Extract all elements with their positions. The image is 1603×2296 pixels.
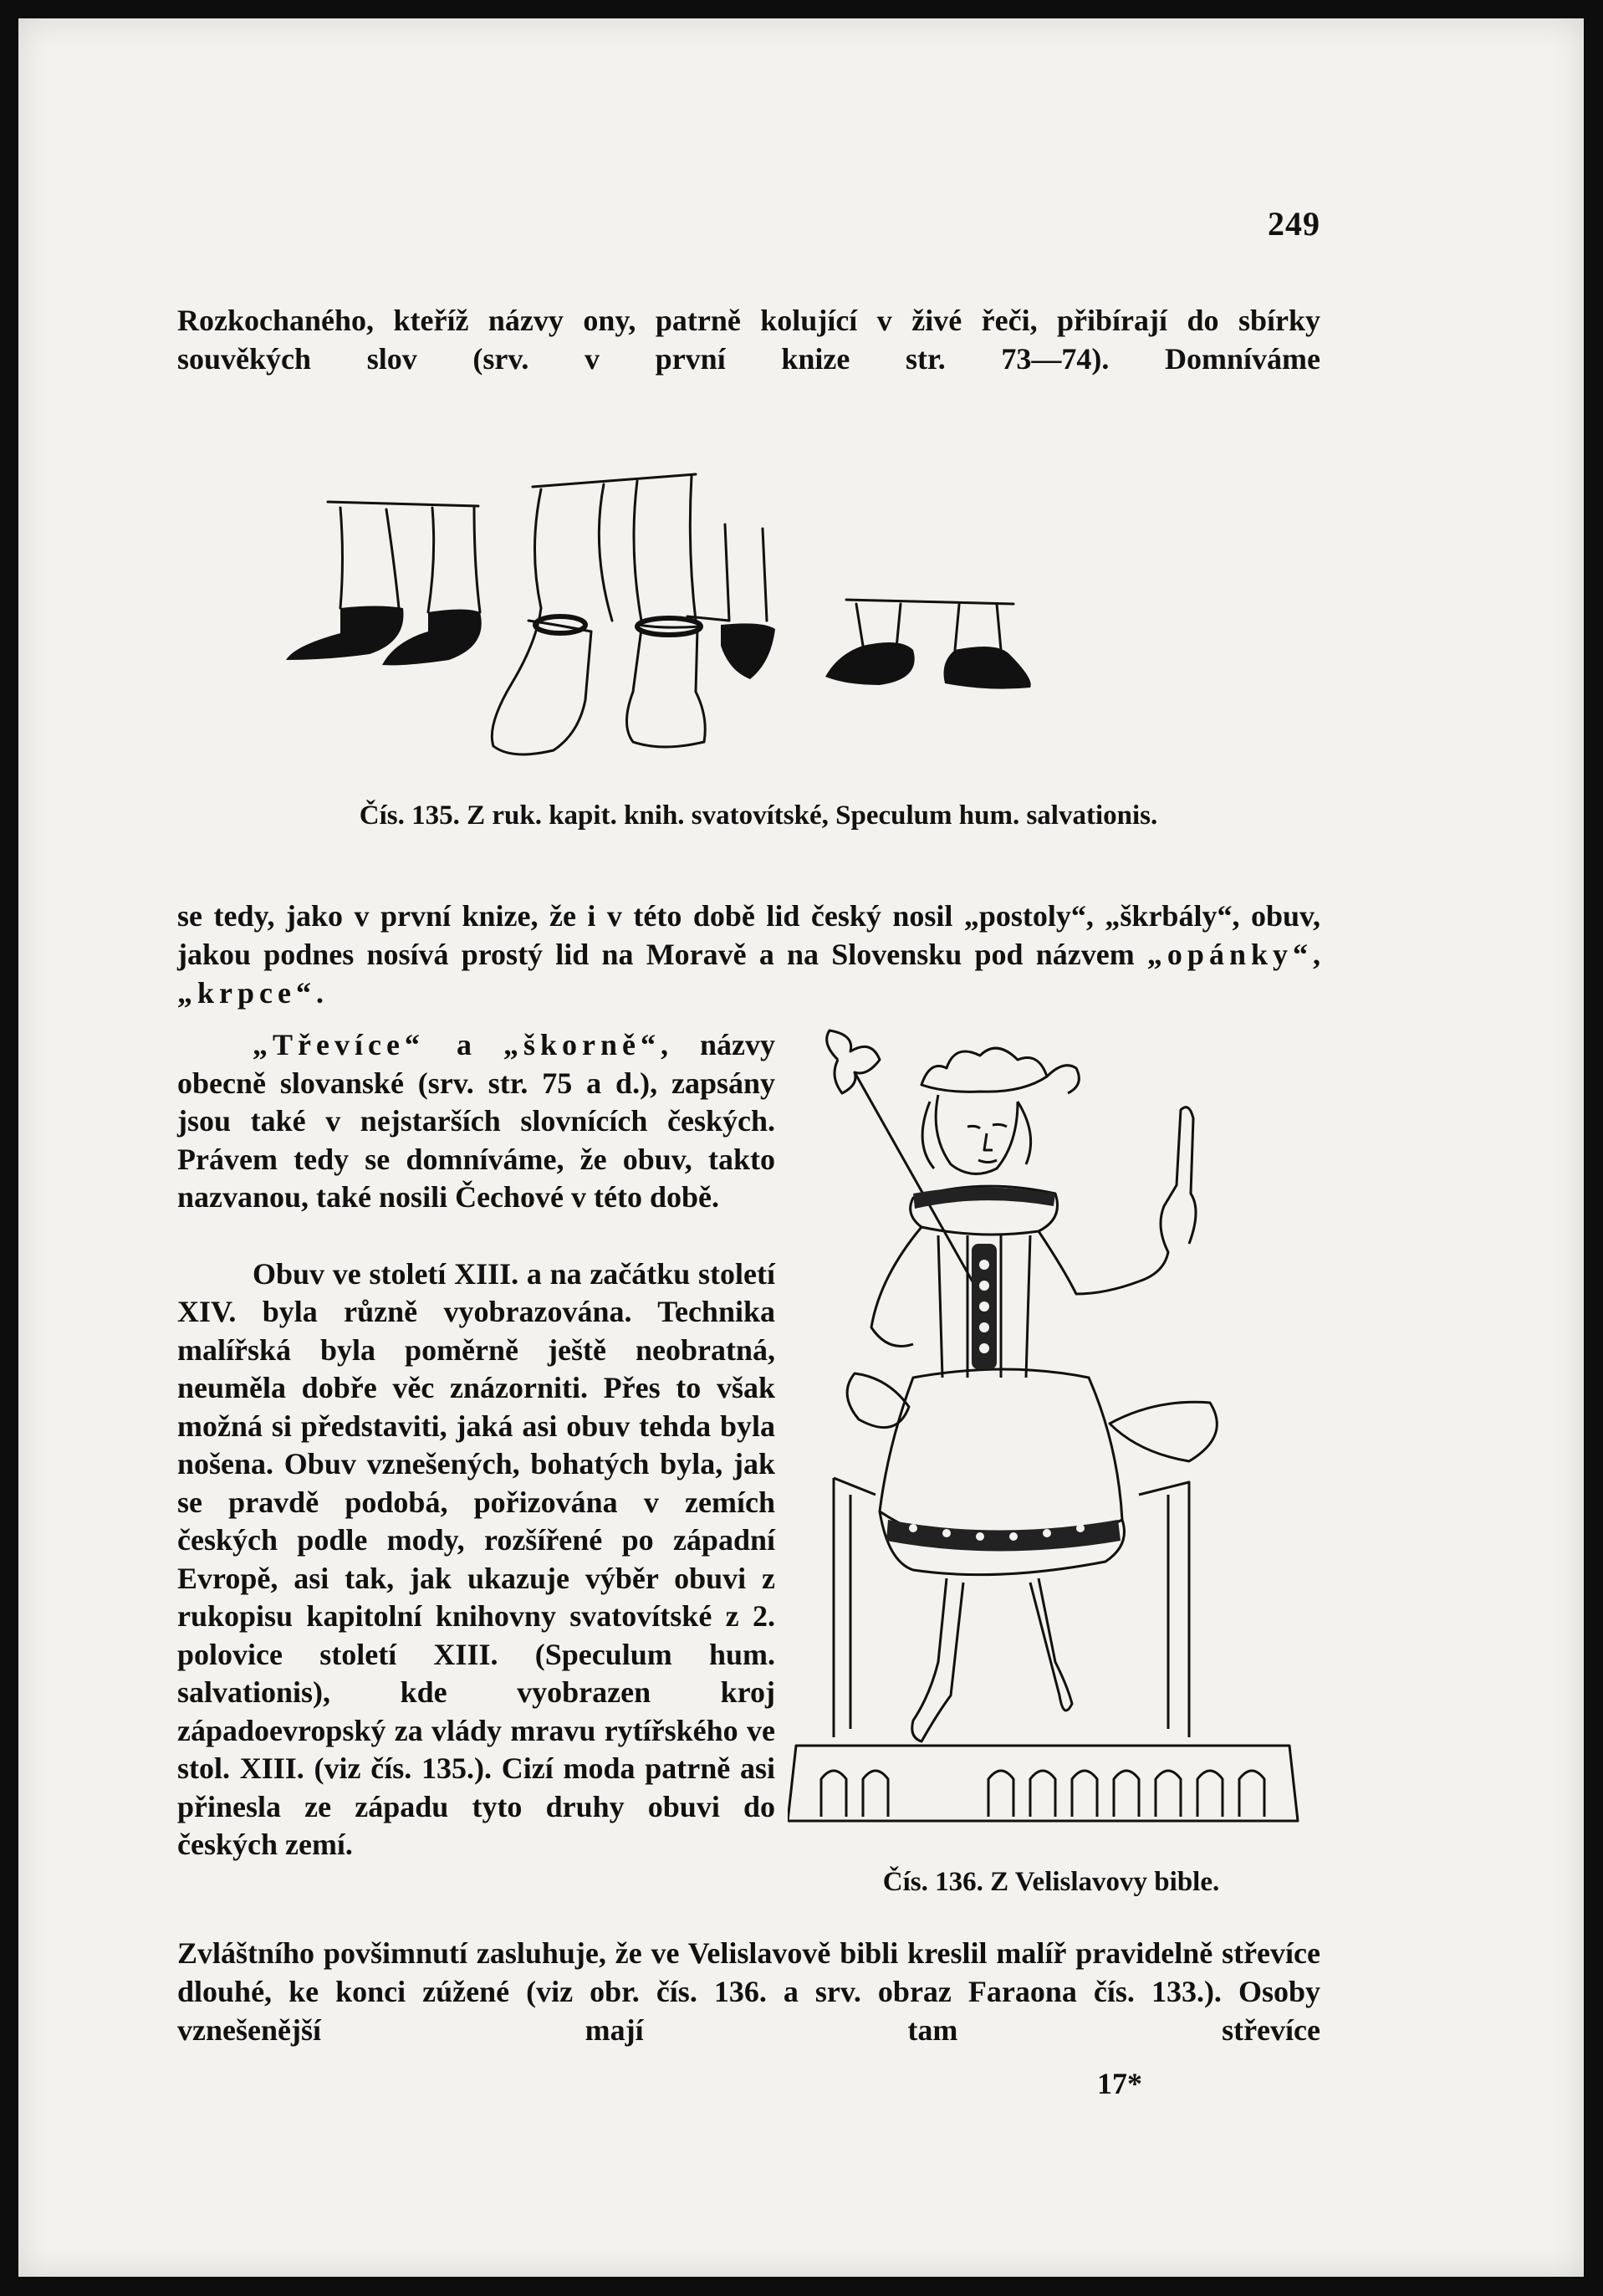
paragraph-middle-end: .: [315, 976, 324, 1010]
paragraph-obuv: Obuv ve století XIII. a na začátku století XIV. byla různě vyobrazována. Technika malířská byla poměrně ještě neobratná, neuměla dobře věc znázorniti. Přes to však možná si představiti, jaká asi obuv tehda byla nošena. Obuv vznešených, bohatých byla, jak se pravdě podobá, pořizována v zemích českých podle mody, rozšířené po západní Evropě, asi tak, jak ukazuje výběr obuvi z rukopisu kapitolní knihovny svatovítské z 2. polovice století XIII. (Speculum hum. salvationis), kde vyobrazen kroj západoevropský za vlády mravu rytířského ve stol. XIII. (viz čís. 135.). Cizí moda patrně asi přinesla ze západu tyto druhy obuvi do českých zemí.: [177, 1256, 775, 1861]
paragraph-trevice-text: , názvy obecně slovanské (srv. str. 75 a d.), zapsány jsou také v nejstarších slovnících českých. Právem tedy se domníváme, že obuv, takto nazvanou, také nosili Čechové v této době.: [177, 1028, 775, 1214]
figure-136-king-illustration: [788, 1026, 1306, 1863]
figure-135-caption: Čís. 135. Z ruk. kapit. knih. svatovítské, Speculum hum. salvationis.: [359, 800, 1158, 831]
paragraph-gap: [177, 1217, 775, 1255]
paragraph-top: Rozkochaného, kteříž názvy ony, patrně kolující v živé řeči, přibírají do sbírky souvěkých slov (srv. v první knize str. 73—74). Domníváme: [177, 304, 1320, 376]
book-page: [18, 18, 1584, 2277]
separator: ,: [1313, 938, 1320, 971]
conjunction: a: [424, 1028, 503, 1061]
paragraph-trevice: [177, 1026, 775, 1217]
figure-135-shoes-illustration: [261, 441, 1264, 792]
term-trevice: „Třevíce“: [253, 1028, 425, 1061]
paragraph-middle: [177, 897, 1320, 1012]
figure-136-caption: Čís. 136. Z Velislavovy bible.: [882, 1867, 1220, 1897]
paragraph-bottom: Zvláštního povšimnutí zasluhuje, že ve Velislavově bibli kreslil malíř pravidelně střevíce dlouhé, ke konci zúžené (viz obr. čís. 136. a srv. obraz Faraona čís. 133.). Osoby vznešenější mají tam střevíce: [177, 1936, 1320, 2047]
term-skorne: „škorně“: [503, 1028, 661, 1061]
text-column-left: [177, 1026, 775, 1864]
term-opanky: „opánky“: [1146, 938, 1313, 971]
page-number: 249: [1268, 205, 1320, 243]
signature-mark: 17*: [1097, 2067, 1142, 2100]
paragraph-middle-text: se tedy, jako v první knize, že i v této době lid český nosil „postoly“, „škrbály“, obuv, jakou podnes nosívá prostý lid na Moravě a na Slovensku pod názvem: [177, 899, 1320, 971]
term-krpce: „krpce“: [177, 976, 316, 1010]
